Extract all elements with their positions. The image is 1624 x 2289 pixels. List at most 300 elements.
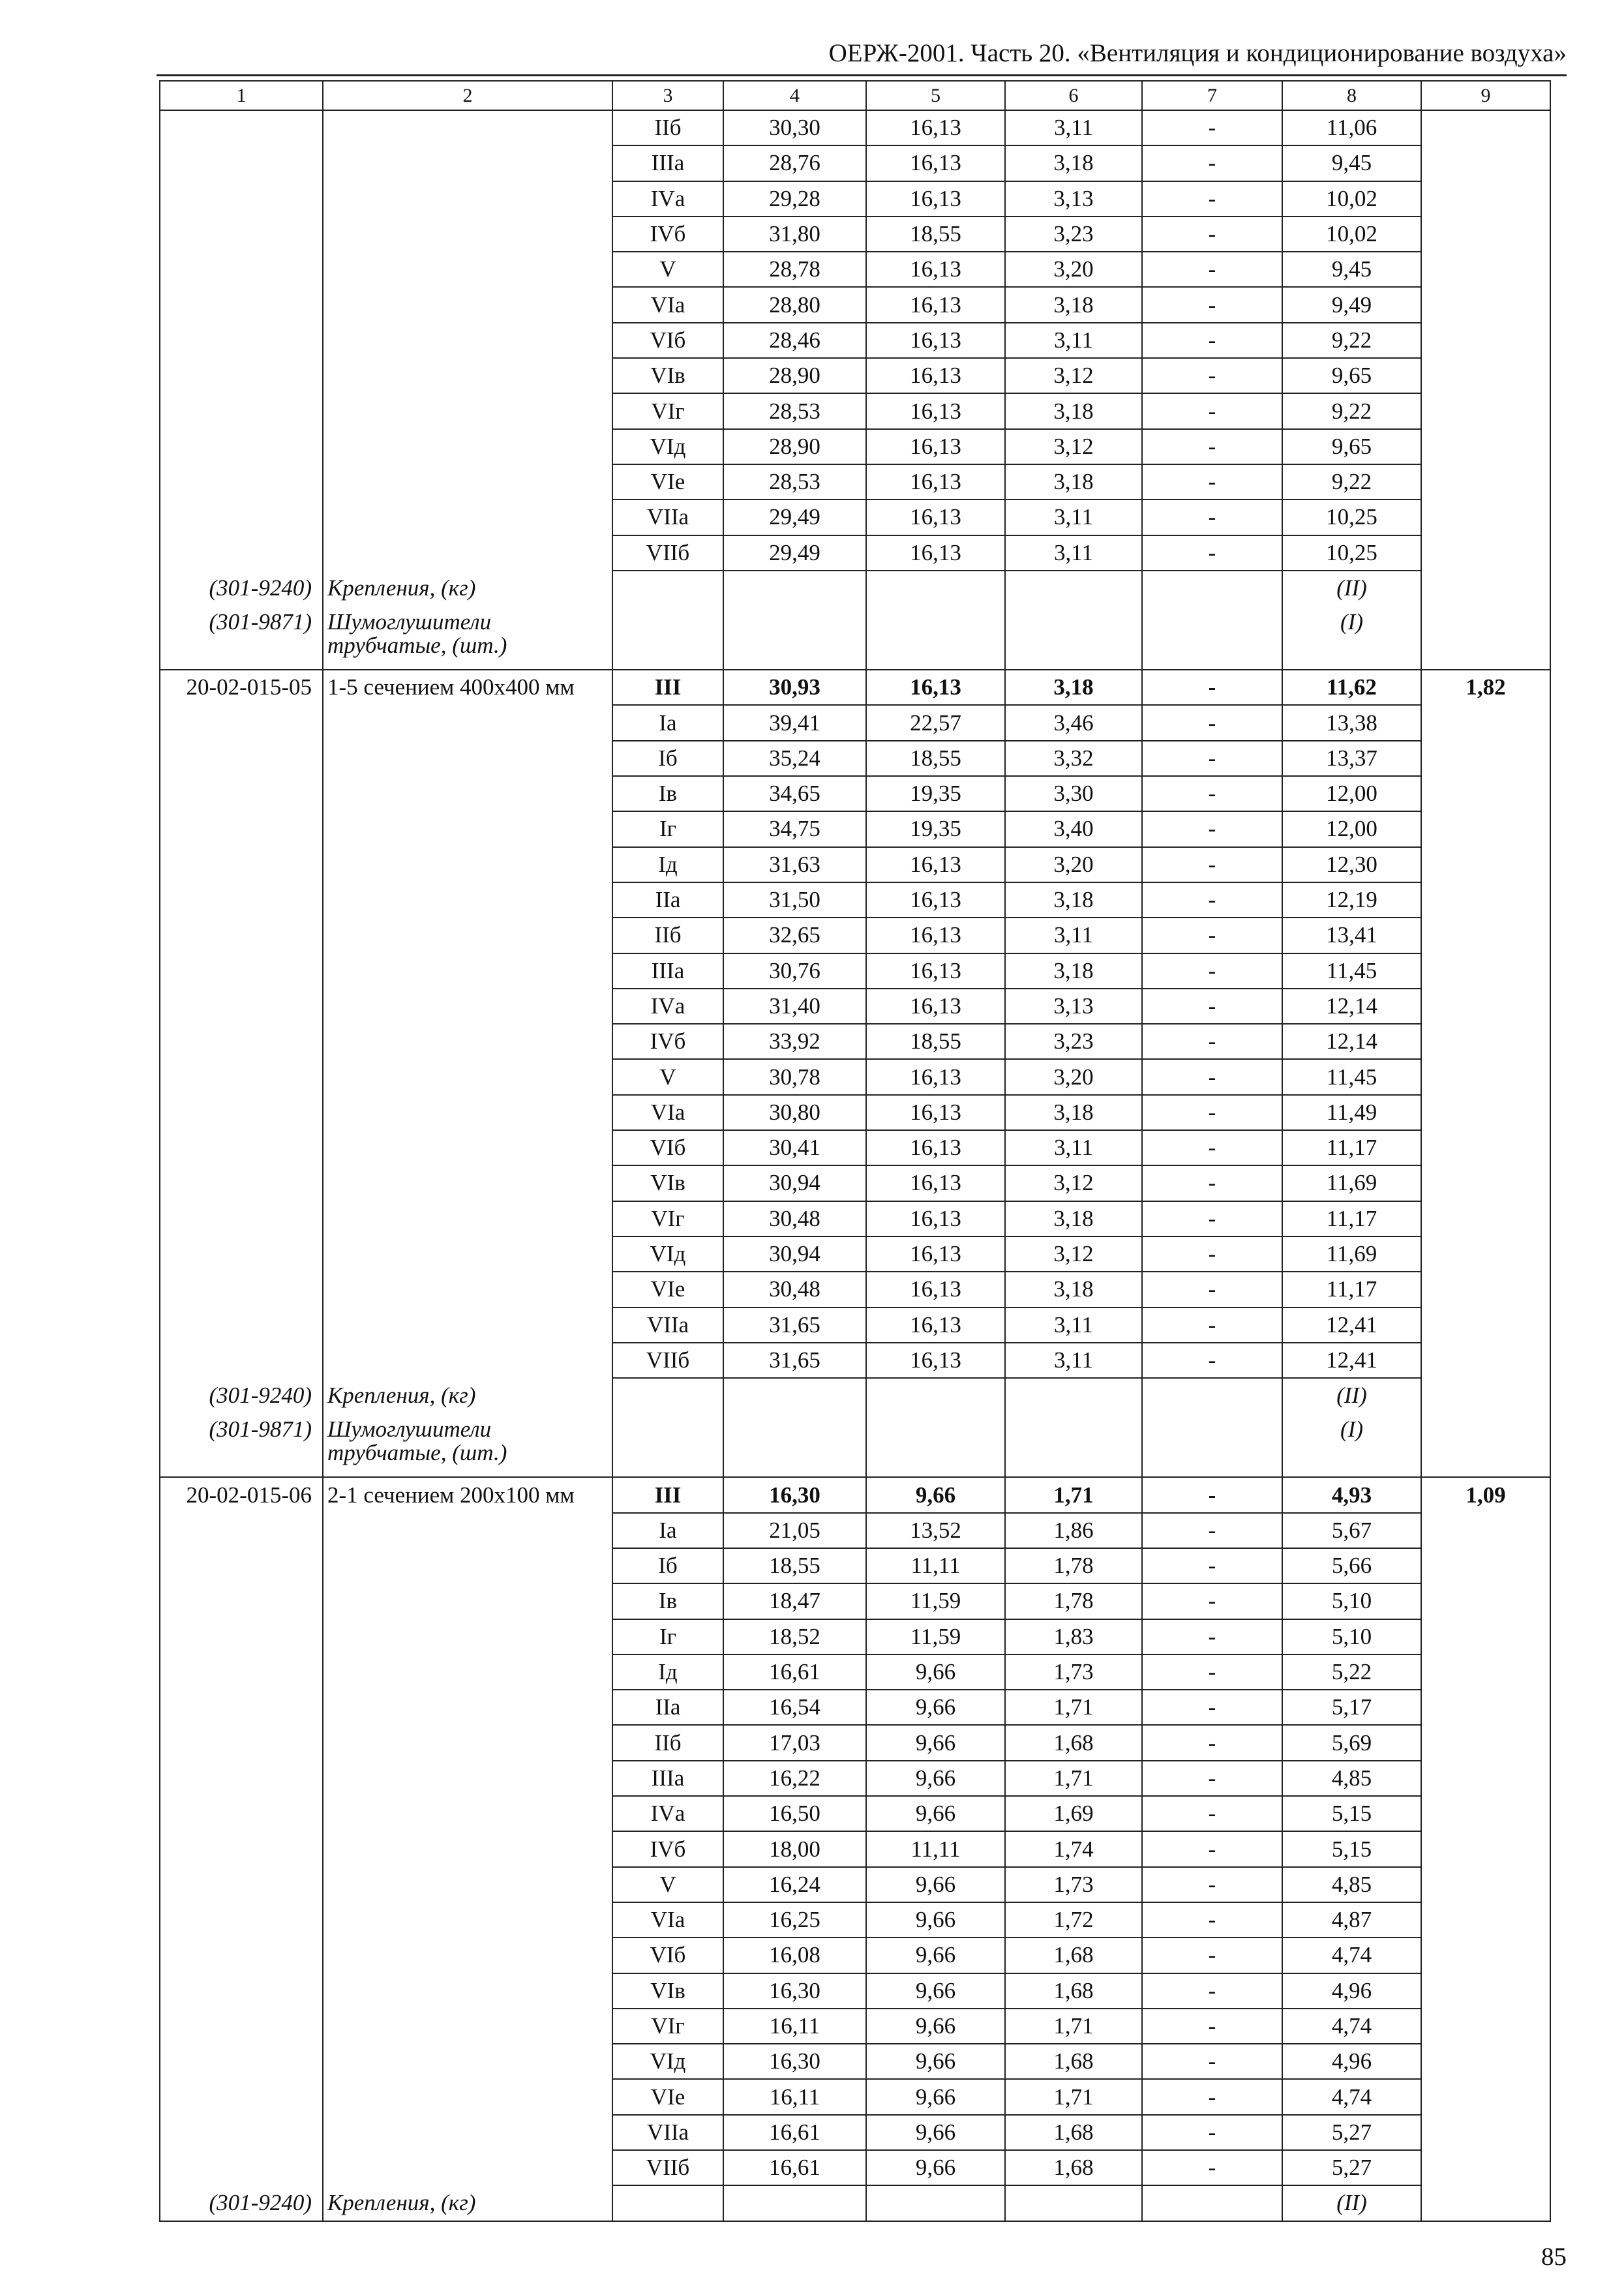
cell-col-7: - <box>1142 1201 1282 1236</box>
cell-col-1 <box>160 429 323 464</box>
cell-col-8: 12,14 <box>1282 989 1421 1024</box>
resource-row <box>160 571 1550 606</box>
cell-col-1 <box>160 1583 323 1619</box>
cell-col-5: 9,66 <box>866 1937 1005 1973</box>
cell-col-4: 31,65 <box>723 1308 866 1343</box>
cell-col-5: 11,59 <box>866 1619 1005 1654</box>
cell-col-2: Крепления, (кг) <box>323 2185 612 2221</box>
cell-col-2 <box>323 1973 612 2009</box>
cell-col-6: 3,11 <box>1005 535 1142 571</box>
cell-col-4 <box>723 1378 866 1413</box>
cell-col-1: (301-9871) <box>160 606 323 670</box>
cell-col-5: 9,66 <box>866 1902 1005 1937</box>
cell-col-7: - <box>1142 181 1282 217</box>
table-row <box>160 358 1550 393</box>
cell-col-9 <box>1421 252 1550 287</box>
cell-col-4: 16,30 <box>723 1477 866 1512</box>
resource-row <box>160 2185 1550 2221</box>
cell-col-7: - <box>1142 110 1282 145</box>
cell-col-6: 1,68 <box>1005 2044 1142 2079</box>
cell-col-5: 9,66 <box>866 2044 1005 2079</box>
cell-col-6: 1,73 <box>1005 1654 1142 1690</box>
cell-col-6 <box>1005 571 1142 606</box>
cell-col-1: 20-02-015-05 <box>160 670 323 705</box>
column-header: 9 <box>1421 81 1550 110</box>
cell-col-6 <box>1005 1413 1142 1477</box>
cell-col-4: 35,24 <box>723 741 866 776</box>
cell-col-8: 4,87 <box>1282 1902 1421 1937</box>
cell-col-3: IIа <box>612 882 723 918</box>
cell-col-9 <box>1421 2009 1550 2044</box>
cell-col-8: (II) <box>1282 2185 1421 2221</box>
cell-col-3: VIд <box>612 429 723 464</box>
cell-col-5: 9,66 <box>866 1973 1005 2009</box>
cell-col-6: 3,11 <box>1005 1308 1142 1343</box>
cell-col-2: Крепления, (кг) <box>323 571 612 606</box>
cell-col-9 <box>1421 1059 1550 1094</box>
table-row <box>160 1059 1550 1094</box>
cell-col-7: - <box>1142 2115 1282 2150</box>
cell-col-3: VIIб <box>612 1343 723 1378</box>
cell-col-9 <box>1421 181 1550 217</box>
cell-col-5: 16,13 <box>866 145 1005 181</box>
cell-col-7: - <box>1142 358 1282 393</box>
cell-col-9 <box>1421 1272 1550 1307</box>
cell-col-7: - <box>1142 535 1282 571</box>
cell-col-4: 30,80 <box>723 1095 866 1130</box>
cell-col-2 <box>323 1548 612 1583</box>
cell-col-3: IVб <box>612 1831 723 1866</box>
cell-col-3: VIIб <box>612 2150 723 2185</box>
cell-col-8: 12,14 <box>1282 1024 1421 1059</box>
cell-col-6: 3,20 <box>1005 847 1142 882</box>
cell-col-7: - <box>1142 429 1282 464</box>
cell-col-6: 1,69 <box>1005 1796 1142 1831</box>
cell-col-4: 16,30 <box>723 2044 866 2079</box>
column-header: 6 <box>1005 81 1142 110</box>
cell-col-1 <box>160 1059 323 1094</box>
column-header: 5 <box>866 81 1005 110</box>
cell-col-9 <box>1421 953 1550 989</box>
cell-col-3: V <box>612 1059 723 1094</box>
cell-col-8: 11,49 <box>1282 1095 1421 1130</box>
table-row <box>160 1725 1550 1760</box>
table-row <box>160 1796 1550 1831</box>
cell-col-2 <box>323 953 612 989</box>
column-header: 8 <box>1282 81 1421 110</box>
running-header: ОЕРЖ-2001. Часть 20. «Вентиляция и кондиционирование воздуха» <box>828 39 1567 67</box>
cell-col-3: VIб <box>612 1130 723 1165</box>
cell-col-6: 1,78 <box>1005 1583 1142 1619</box>
cell-col-1 <box>160 882 323 918</box>
cell-col-3: III <box>612 670 723 705</box>
cell-col-5: 16,13 <box>866 535 1005 571</box>
cell-col-4: 16,61 <box>723 1654 866 1690</box>
cell-col-1 <box>160 1024 323 1059</box>
cell-col-4: 30,76 <box>723 953 866 989</box>
cell-col-3: III <box>612 1477 723 1512</box>
cell-col-9 <box>1421 287 1550 322</box>
cell-col-7: - <box>1142 847 1282 882</box>
cell-col-4: 30,48 <box>723 1272 866 1307</box>
cell-col-5: 16,13 <box>866 953 1005 989</box>
cell-col-8: 4,85 <box>1282 1867 1421 1902</box>
cell-col-6: 1,83 <box>1005 1619 1142 1654</box>
cell-col-7: - <box>1142 953 1282 989</box>
table-row <box>160 464 1550 500</box>
resource-row <box>160 606 1550 670</box>
table-row <box>160 217 1550 252</box>
cell-col-2 <box>323 464 612 500</box>
cell-col-7: - <box>1142 2079 1282 2114</box>
cell-col-5: 16,13 <box>866 1272 1005 1307</box>
cell-col-8: 4,96 <box>1282 2044 1421 2079</box>
cell-col-9 <box>1421 1165 1550 1201</box>
cell-col-1 <box>160 1654 323 1690</box>
cell-col-9 <box>1421 1902 1550 1937</box>
cell-col-1 <box>160 811 323 846</box>
cell-col-3: VIд <box>612 2044 723 2079</box>
cell-col-5: 11,11 <box>866 1548 1005 1583</box>
cell-col-2 <box>323 535 612 571</box>
table-row <box>160 1583 1550 1619</box>
table-row <box>160 535 1550 571</box>
cell-col-2 <box>323 1796 612 1831</box>
cell-col-5: 16,13 <box>866 1236 1005 1272</box>
cell-col-4: 39,41 <box>723 705 866 740</box>
cell-col-9 <box>1421 776 1550 811</box>
cell-col-6: 3,18 <box>1005 145 1142 181</box>
cell-col-9 <box>1421 741 1550 776</box>
cell-col-7: - <box>1142 1548 1282 1583</box>
cell-col-4: 31,80 <box>723 217 866 252</box>
cell-col-2 <box>323 181 612 217</box>
cell-col-4: 16,22 <box>723 1761 866 1796</box>
cell-col-8: 9,22 <box>1282 464 1421 500</box>
cell-col-1: (301-9240) <box>160 2185 323 2221</box>
cell-col-6: 3,13 <box>1005 989 1142 1024</box>
cell-col-1 <box>160 1165 323 1201</box>
cell-col-1 <box>160 918 323 953</box>
cell-col-9 <box>1421 323 1550 358</box>
cell-col-6: 3,18 <box>1005 670 1142 705</box>
cell-col-6: 1,68 <box>1005 1725 1142 1760</box>
cell-col-3: IIб <box>612 1725 723 1760</box>
cell-col-1: 20-02-015-06 <box>160 1477 323 1512</box>
cell-col-7: - <box>1142 217 1282 252</box>
cell-col-6: 1,71 <box>1005 1761 1142 1796</box>
column-header: 2 <box>323 81 612 110</box>
cell-col-6: 3,40 <box>1005 811 1142 846</box>
cell-col-6: 3,32 <box>1005 741 1142 776</box>
cell-col-4: 30,94 <box>723 1165 866 1201</box>
cell-col-7: - <box>1142 1130 1282 1165</box>
cell-col-6: 1,71 <box>1005 1477 1142 1512</box>
cell-col-5: 16,13 <box>866 429 1005 464</box>
table-row <box>160 847 1550 882</box>
cell-col-3: VIв <box>612 358 723 393</box>
cell-col-6: 3,13 <box>1005 181 1142 217</box>
cell-col-9 <box>1421 535 1550 571</box>
cell-col-1 <box>160 776 323 811</box>
header-rule <box>157 74 1567 76</box>
cell-col-4: 29,49 <box>723 535 866 571</box>
cell-col-2 <box>323 989 612 1024</box>
cell-col-2 <box>323 1165 612 1201</box>
cell-col-4: 16,24 <box>723 1867 866 1902</box>
cell-col-1 <box>160 464 323 500</box>
cell-col-3: VIд <box>612 1236 723 1272</box>
cell-col-6: 3,46 <box>1005 705 1142 740</box>
cell-col-7: - <box>1142 252 1282 287</box>
cell-col-8: 13,38 <box>1282 705 1421 740</box>
cell-col-7: - <box>1142 705 1282 740</box>
cell-col-1 <box>160 989 323 1024</box>
cell-col-7: - <box>1142 2150 1282 2185</box>
table-row <box>160 2044 1550 2079</box>
cell-col-3: IVа <box>612 181 723 217</box>
table-row <box>160 2115 1550 2150</box>
cell-col-3: VIг <box>612 2009 723 2044</box>
cell-col-5 <box>866 1378 1005 1413</box>
cell-col-7: - <box>1142 1165 1282 1201</box>
cell-col-1 <box>160 287 323 322</box>
cell-col-1 <box>160 110 323 145</box>
cell-col-3: Iв <box>612 1583 723 1619</box>
cell-col-4: 28,80 <box>723 287 866 322</box>
cell-col-5: 16,13 <box>866 847 1005 882</box>
cell-col-4: 28,90 <box>723 358 866 393</box>
cell-col-1 <box>160 1272 323 1307</box>
cell-col-6: 1,71 <box>1005 2079 1142 2114</box>
cell-col-9 <box>1421 145 1550 181</box>
cell-col-9 <box>1421 1583 1550 1619</box>
column-number-row <box>160 81 1550 110</box>
cell-col-1 <box>160 1548 323 1583</box>
cell-col-4 <box>723 606 866 670</box>
cell-col-1 <box>160 535 323 571</box>
cell-col-6: 3,11 <box>1005 1130 1142 1165</box>
cell-col-6: 3,11 <box>1005 323 1142 358</box>
cell-col-8: 13,41 <box>1282 918 1421 953</box>
cell-col-5: 16,13 <box>866 500 1005 535</box>
cell-col-1 <box>160 323 323 358</box>
cell-col-2 <box>323 1725 612 1760</box>
table-row <box>160 1902 1550 1937</box>
cell-col-9 <box>1421 2150 1550 2185</box>
cell-col-9 <box>1421 1761 1550 1796</box>
cell-col-2 <box>323 847 612 882</box>
cell-col-2 <box>323 1024 612 1059</box>
cell-col-5: 16,13 <box>866 882 1005 918</box>
cell-col-1 <box>160 393 323 428</box>
cell-col-2 <box>323 2079 612 2114</box>
cell-col-9 <box>1421 393 1550 428</box>
cell-col-9 <box>1421 1413 1550 1477</box>
cell-col-9 <box>1421 1973 1550 2009</box>
cell-col-9 <box>1421 2185 1550 2221</box>
cell-col-3: IIIа <box>612 145 723 181</box>
cell-col-1 <box>160 2044 323 2079</box>
cell-col-7: - <box>1142 1619 1282 1654</box>
cell-col-3: VIб <box>612 323 723 358</box>
resource-row <box>160 1413 1550 1477</box>
table-row <box>160 1831 1550 1866</box>
cell-col-4: 17,03 <box>723 1725 866 1760</box>
cell-col-6 <box>1005 2185 1142 2221</box>
cell-col-4: 28,46 <box>723 323 866 358</box>
page-number: 85 <box>1541 2243 1567 2271</box>
cell-col-4: 34,75 <box>723 811 866 846</box>
cell-col-5: 9,66 <box>866 1690 1005 1725</box>
cell-col-2 <box>323 1236 612 1272</box>
cell-col-3: IIб <box>612 110 723 145</box>
cell-col-6: 3,12 <box>1005 358 1142 393</box>
cell-col-6: 3,23 <box>1005 217 1142 252</box>
cell-col-3: Iа <box>612 705 723 740</box>
cell-col-6: 1,71 <box>1005 1690 1142 1725</box>
table-row <box>160 1201 1550 1236</box>
cell-col-8: 12,30 <box>1282 847 1421 882</box>
cell-col-6: 3,20 <box>1005 252 1142 287</box>
cell-col-5: 16,13 <box>866 1308 1005 1343</box>
cell-col-7: - <box>1142 918 1282 953</box>
cell-col-7: - <box>1142 1095 1282 1130</box>
table-row <box>160 1973 1550 2009</box>
cell-col-4: 16,50 <box>723 1796 866 1831</box>
cell-col-6: 3,18 <box>1005 1201 1142 1236</box>
cell-col-5: 9,66 <box>866 1725 1005 1760</box>
cell-col-6: 3,20 <box>1005 1059 1142 1094</box>
cell-col-2 <box>323 882 612 918</box>
cell-col-4: 30,41 <box>723 1130 866 1165</box>
cell-col-2 <box>323 1130 612 1165</box>
cell-col-1 <box>160 953 323 989</box>
cell-col-1 <box>160 1867 323 1902</box>
cell-col-9 <box>1421 1130 1550 1165</box>
cell-col-8: 5,22 <box>1282 1654 1421 1690</box>
cell-col-8: 9,22 <box>1282 393 1421 428</box>
cell-col-7: - <box>1142 1272 1282 1307</box>
table-row <box>160 429 1550 464</box>
cell-col-4: 30,30 <box>723 110 866 145</box>
cell-col-4: 28,53 <box>723 464 866 500</box>
cell-col-7 <box>1142 571 1282 606</box>
cell-col-4: 16,11 <box>723 2079 866 2114</box>
cell-col-8: 11,17 <box>1282 1130 1421 1165</box>
cell-col-6: 1,68 <box>1005 1937 1142 1973</box>
cell-col-7: - <box>1142 741 1282 776</box>
cell-col-2 <box>323 918 612 953</box>
cell-col-8: 4,96 <box>1282 1973 1421 2009</box>
cell-col-3: VIIа <box>612 2115 723 2150</box>
cell-col-8: 10,25 <box>1282 500 1421 535</box>
cell-col-3: VIа <box>612 1095 723 1130</box>
cell-col-1 <box>160 705 323 740</box>
cell-col-9 <box>1421 989 1550 1024</box>
cell-col-9 <box>1421 1654 1550 1690</box>
cell-col-2 <box>323 1308 612 1343</box>
cell-col-7: - <box>1142 1902 1282 1937</box>
cell-col-5: 16,13 <box>866 670 1005 705</box>
cell-col-8: 10,25 <box>1282 535 1421 571</box>
cell-col-7: - <box>1142 1059 1282 1094</box>
cell-col-2 <box>323 1902 612 1937</box>
column-header: 7 <box>1142 81 1282 110</box>
cell-col-3: VIа <box>612 1902 723 1937</box>
cell-col-4: 16,25 <box>723 1902 866 1937</box>
cell-col-4: 16,61 <box>723 2115 866 2150</box>
cell-col-5: 16,13 <box>866 181 1005 217</box>
cell-col-9 <box>1421 1690 1550 1725</box>
cell-col-2: Шумоглушители трубчатые, (шт.) <box>323 606 612 670</box>
cell-col-1 <box>160 145 323 181</box>
cell-col-7: - <box>1142 1513 1282 1548</box>
cell-col-7: - <box>1142 1761 1282 1796</box>
cell-col-4: 28,90 <box>723 429 866 464</box>
cell-col-3: Iв <box>612 776 723 811</box>
cell-col-6: 3,23 <box>1005 1024 1142 1059</box>
cell-col-2 <box>323 2115 612 2150</box>
cell-col-8: 4,93 <box>1282 1477 1421 1512</box>
cell-col-2 <box>323 741 612 776</box>
cell-col-2 <box>323 323 612 358</box>
cell-col-7: - <box>1142 989 1282 1024</box>
cell-col-8: 9,65 <box>1282 429 1421 464</box>
cell-col-6: 3,12 <box>1005 1236 1142 1272</box>
cell-col-4: 31,65 <box>723 1343 866 1378</box>
cell-col-1: (301-9871) <box>160 1413 323 1477</box>
cell-col-5 <box>866 606 1005 670</box>
cell-col-9 <box>1421 606 1550 670</box>
cell-col-8: 9,65 <box>1282 358 1421 393</box>
cell-col-8: 11,69 <box>1282 1165 1421 1201</box>
cell-col-5: 19,35 <box>866 776 1005 811</box>
cell-col-5: 9,66 <box>866 1796 1005 1831</box>
cell-col-5: 13,52 <box>866 1513 1005 1548</box>
cell-col-5: 16,13 <box>866 323 1005 358</box>
table-row <box>160 1690 1550 1725</box>
cell-col-7: - <box>1142 1796 1282 1831</box>
table-row <box>160 1024 1550 1059</box>
column-header: 1 <box>160 81 323 110</box>
cell-col-8: 5,15 <box>1282 1796 1421 1831</box>
cell-col-3: VIг <box>612 1201 723 1236</box>
cell-col-5: 9,66 <box>866 1477 1005 1512</box>
table-row <box>160 181 1550 217</box>
cell-col-2 <box>323 1654 612 1690</box>
norm-header-row <box>160 1477 1550 1512</box>
cell-col-1 <box>160 2079 323 2114</box>
cell-col-9 <box>1421 571 1550 606</box>
cell-col-2 <box>323 1690 612 1725</box>
cell-col-4: 16,30 <box>723 1973 866 2009</box>
cell-col-7: - <box>1142 1867 1282 1902</box>
cell-col-5: 16,13 <box>866 464 1005 500</box>
cell-col-1 <box>160 1095 323 1130</box>
cell-col-1 <box>160 1690 323 1725</box>
cell-col-9 <box>1421 2115 1550 2150</box>
cell-col-2 <box>323 1761 612 1796</box>
cell-col-4: 33,92 <box>723 1024 866 1059</box>
cell-col-3: VIв <box>612 1973 723 2009</box>
table-row <box>160 741 1550 776</box>
cell-col-5: 16,13 <box>866 1165 1005 1201</box>
cell-col-6: 3,18 <box>1005 287 1142 322</box>
cell-col-9 <box>1421 1236 1550 1272</box>
cell-col-4: 30,94 <box>723 1236 866 1272</box>
cell-col-4: 16,11 <box>723 2009 866 2044</box>
